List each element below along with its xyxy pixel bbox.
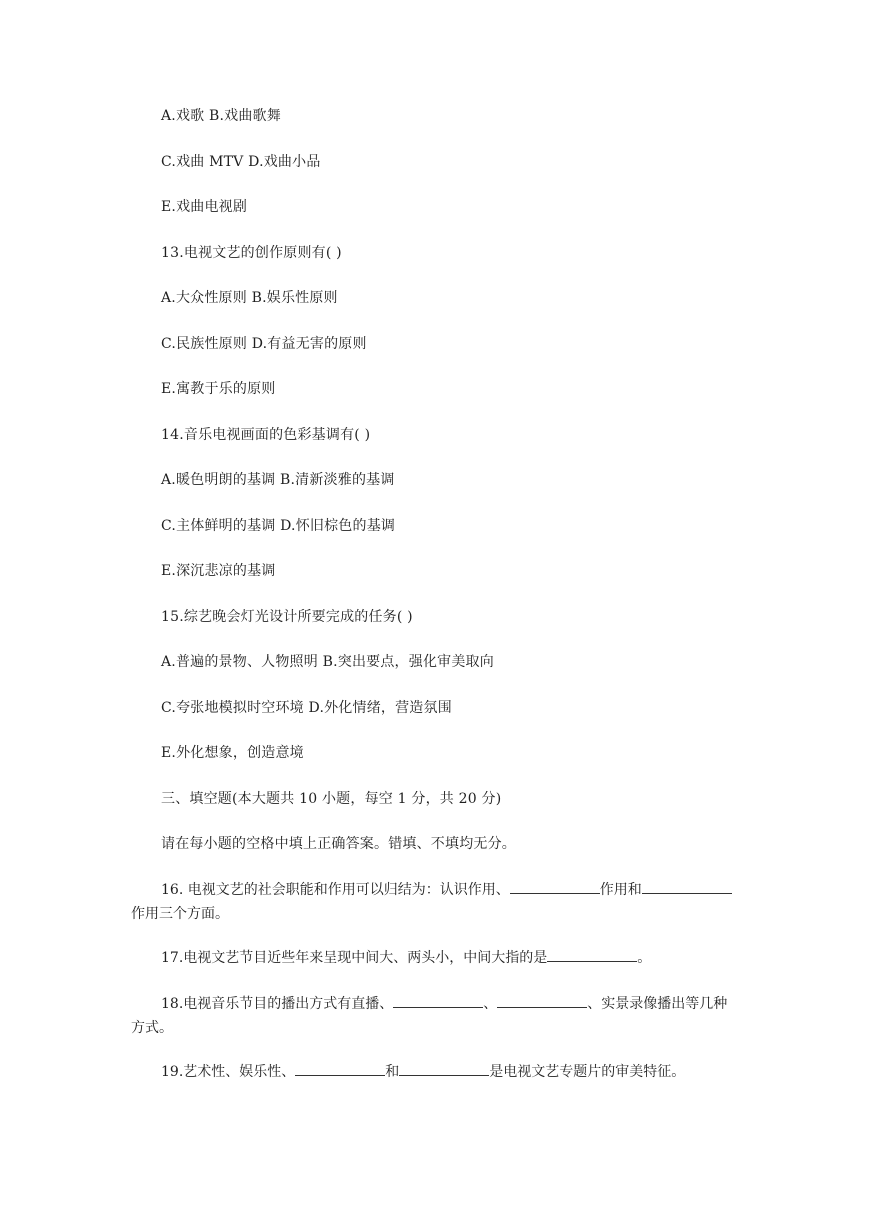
q19-text-3: 是电视文艺专题片的审美特征。 bbox=[489, 1064, 686, 1080]
answer-blank bbox=[510, 879, 600, 894]
q18-text-2: 、 bbox=[483, 996, 498, 1012]
answer-blank bbox=[295, 1061, 385, 1076]
question-17 bbox=[131, 946, 738, 970]
option-line-14-cd: C.主体鲜明的基调 D.怀旧棕色的基调 bbox=[161, 518, 396, 534]
q16-text-2: 作用和 bbox=[599, 882, 642, 898]
question-13: 13.电视文艺的创作原则有( ) bbox=[161, 245, 342, 261]
option-line-14-ab: A.暖色明朗的基调 B.清新淡雅的基调 bbox=[161, 472, 395, 488]
section-instruction: 请在每小题的空格中填上正确答案。错填、不填均无分。 bbox=[161, 836, 516, 852]
option-line-12-e: E.戏曲电视剧 bbox=[161, 199, 248, 215]
option-line-15-cd: C.夸张地模拟时空环境 D.外化情绪，营造氛围 bbox=[161, 700, 452, 716]
option-line-12-ab: A.戏歌 B.戏曲歌舞 bbox=[161, 108, 281, 124]
q16-text-1: 16. 电视文艺的社会职能和作用可以归结为：认识作用、 bbox=[161, 882, 510, 898]
answer-blank bbox=[547, 947, 637, 962]
question-19 bbox=[131, 1060, 738, 1084]
q19-text-1: 19.艺术性、娱乐性、 bbox=[161, 1064, 296, 1080]
section-title-fill-in: 三、填空题(本大题共 10 小题，每空 1 分，共 20 分) bbox=[161, 791, 502, 807]
option-line-13-ab: A.大众性原则 B.娱乐性原则 bbox=[161, 290, 338, 306]
question-18 bbox=[131, 992, 738, 1040]
answer-blank bbox=[497, 993, 587, 1008]
q19-text-2: 和 bbox=[385, 1064, 400, 1080]
option-line-13-cd: C.民族性原则 D.有益无害的原则 bbox=[161, 336, 367, 352]
q18-text-1: 18.电视音乐节目的播出方式有直播、 bbox=[161, 996, 394, 1012]
option-line-12-cd: C.戏曲 MTV D.戏曲小品 bbox=[161, 154, 321, 170]
answer-blank bbox=[393, 993, 483, 1008]
answer-blank bbox=[642, 879, 732, 894]
option-line-13-e: E.寓教于乐的原则 bbox=[161, 381, 276, 397]
option-line-15-ab: A.普遍的景物、人物照明 B.突出要点，强化审美取向 bbox=[161, 654, 494, 670]
option-line-14-e: E.深沉悲凉的基调 bbox=[161, 563, 276, 579]
answer-blank bbox=[399, 1061, 489, 1076]
q17-text-1: 17.电视文艺节目近些年来呈现中间大、两头小，中间大指的是 bbox=[161, 950, 548, 966]
question-16 bbox=[131, 878, 738, 926]
q18-text-3: 、实景录像播出等几种方式。 bbox=[131, 996, 728, 1036]
q16-text-3: 作用三个方面。 bbox=[131, 906, 229, 922]
option-line-15-e: E.外化想象，创造意境 bbox=[161, 745, 304, 761]
q17-text-2: 。 bbox=[637, 950, 652, 966]
question-14: 14.音乐电视画面的色彩基调有( ) bbox=[161, 427, 371, 443]
question-15: 15.综艺晚会灯光设计所要完成的任务( ) bbox=[161, 609, 413, 625]
